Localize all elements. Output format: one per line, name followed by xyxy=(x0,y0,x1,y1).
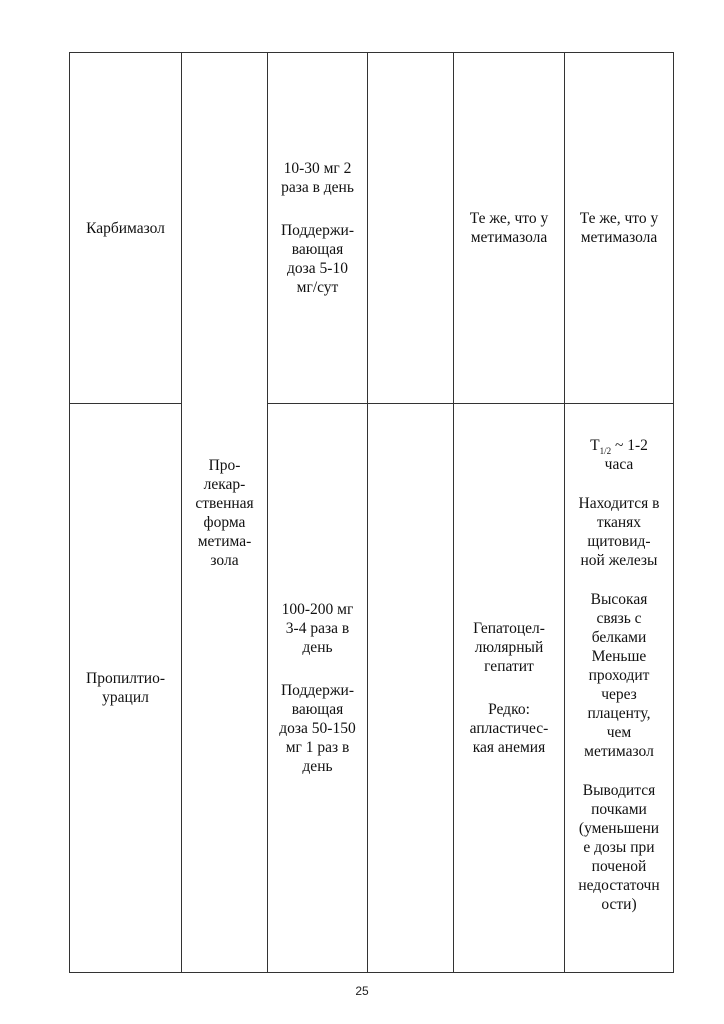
notes-cell xyxy=(565,404,674,973)
note-protein-binding: Высокая связь с белками Меньше проходит через плаценту, чем метимазол xyxy=(584,591,654,760)
dose-cell xyxy=(268,404,368,973)
side-effect-hepatitis: Гепатоцел- люлярный гепатит xyxy=(473,620,545,675)
drug-name-cell xyxy=(70,404,182,973)
page-number: 25 xyxy=(355,984,369,998)
notes-cell xyxy=(565,53,674,404)
drug-name-cell xyxy=(70,53,182,404)
drug-table xyxy=(69,52,674,973)
dose-cell xyxy=(268,53,368,404)
dose-initial: 10-30 мг 2 раза в день xyxy=(281,160,354,196)
table-row xyxy=(70,404,674,973)
prodrug-form-text: Про- лекар- ственная форма метима- зола xyxy=(195,456,254,569)
side-effect-anemia: Редко: апластичес- кая анемия xyxy=(469,701,549,756)
dose-maintenance: Поддержи- вающая доза 50-150 мг 1 раз в день xyxy=(279,682,356,775)
side-effects-cell xyxy=(454,53,565,404)
half-life-note: $T_{1/2}$ ~ 1-2 часа xyxy=(590,437,648,473)
form-cell xyxy=(182,53,268,973)
drug-name: Карбимазол xyxy=(86,219,165,237)
note-excretion: Выводится почками (уменьшени е дозы при поченой недостаточн ости) xyxy=(578,782,660,913)
side-effects-text: Те же, что у метимазола xyxy=(469,210,549,246)
notes-text: Те же, что у метимазола xyxy=(579,210,659,246)
dose-initial: 100-200 мг 3-4 раза в день xyxy=(281,601,354,656)
empty-cell xyxy=(368,404,454,973)
drug-name: Пропилтио- урацил xyxy=(86,670,165,706)
dose-maintenance: Поддержи- вающая доза 5-10 мг/сут xyxy=(280,222,355,296)
note-tissue: Находится в тканях щитовид- ной железы xyxy=(578,495,660,569)
table-row xyxy=(70,53,674,404)
side-effects-cell xyxy=(454,404,565,973)
empty-cell xyxy=(368,53,454,404)
